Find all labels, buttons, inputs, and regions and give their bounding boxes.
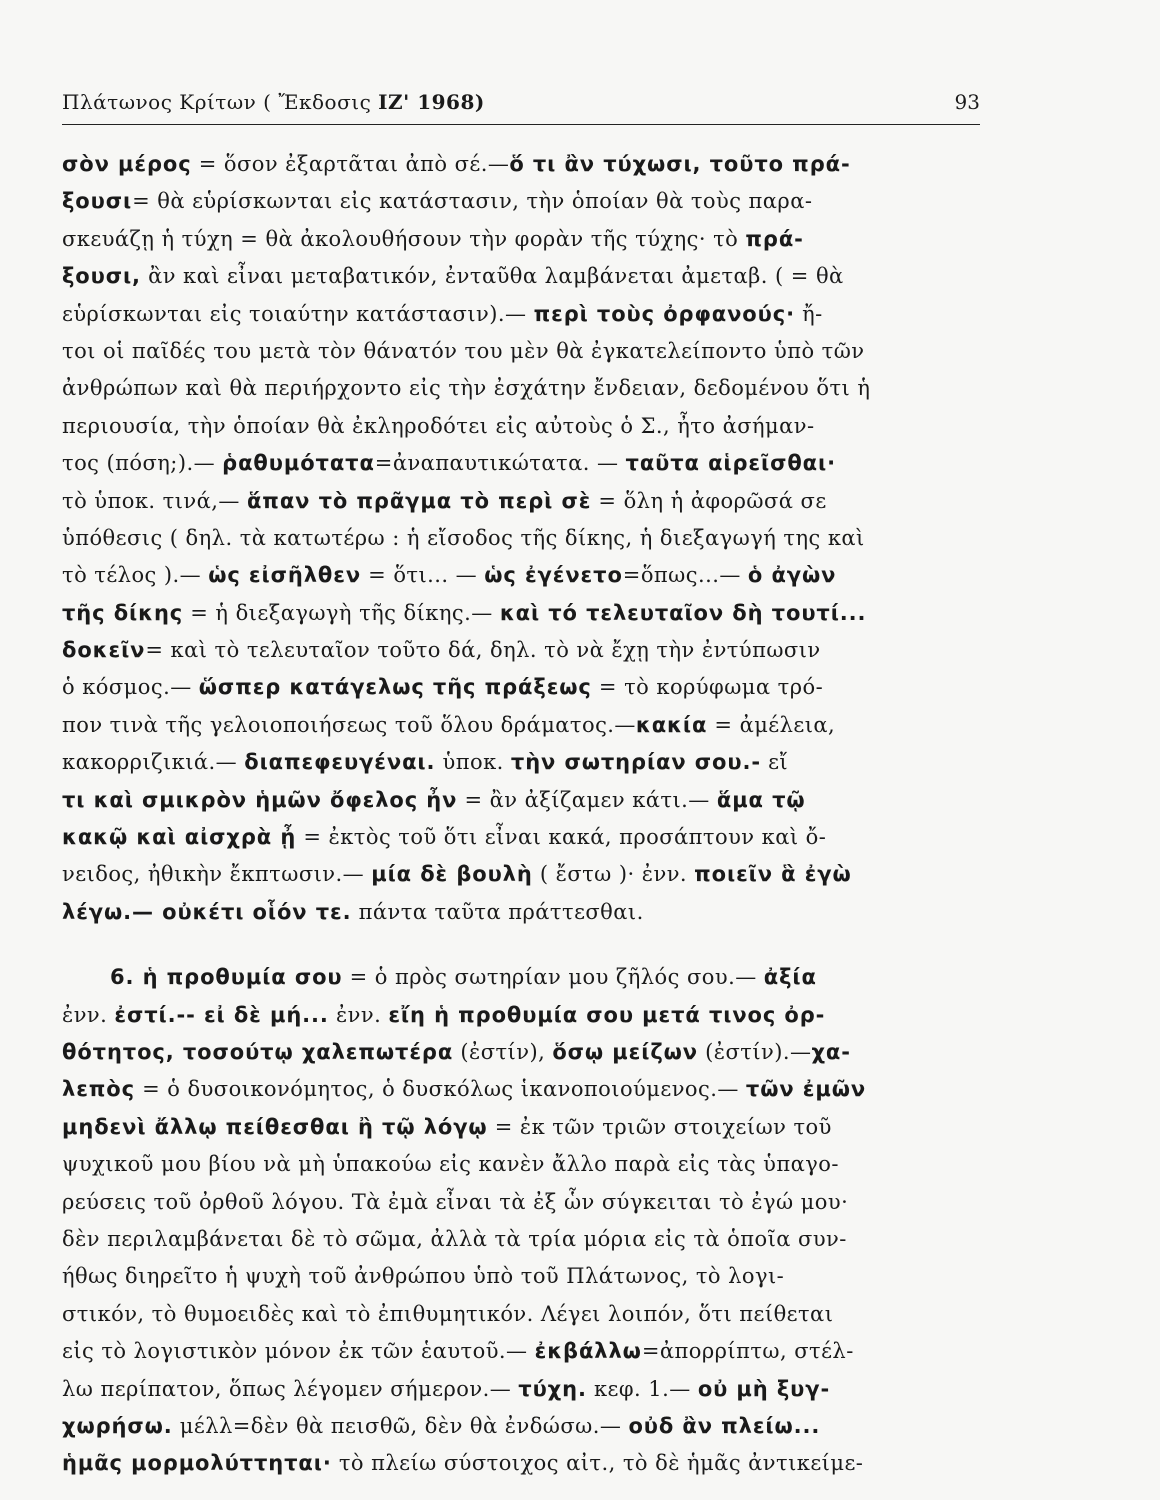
- lemma-bold: σὸν μέρος: [62, 152, 192, 176]
- lemma-bold: κακία: [635, 712, 708, 737]
- gloss-text: περιουσία, τὴν ὁποίαν θὰ ἐκληροδότει εἰς αὐτοὺς ὁ Σ., ἦτο ἀσήμαν-: [62, 413, 815, 438]
- text-line: [62, 1184, 988, 1221]
- lemma-bold: ὥσπερ κατάγελως τῆς πράξεως: [198, 675, 592, 700]
- lemma-bold: μηδενὶ ἄλλῳ πείθεσθαι ἢ τῷ λόγῳ: [62, 1114, 488, 1139]
- text-line: [62, 856, 988, 893]
- lemma-bold: οὐ μὴ ξυγ-: [697, 1376, 831, 1401]
- running-title-text: Πλάτωνος Κρίτων ( Ἔκδοσις: [62, 90, 379, 114]
- text-line: [62, 333, 988, 370]
- gloss-text: = θὰ εὑρίσκωνται εἰς κατάστασιν, τὴν ὁποίαν θὰ τοὺς παρα-: [132, 189, 813, 214]
- gloss-text: = καὶ τὸ τελευταῖον τοῦτο δά, δηλ. τὸ νὰ ἔχῃ τὴν ἐντύπωσιν: [145, 638, 821, 663]
- lemma-bold: τῶν ἐμῶν: [745, 1077, 867, 1102]
- text-line: [62, 632, 988, 669]
- gloss-text: εἰς τὸ λογιστικὸν μόνον ἐκ τῶν ἑαυτοῦ.—: [62, 1339, 535, 1364]
- text-line: [62, 819, 988, 856]
- gloss-text: σκευάζῃ ἡ τύχη = θὰ ἀκολουθήσουν τὴν φορὰν τῆς τύχης· τὸ: [62, 226, 746, 251]
- text-line: [62, 520, 988, 557]
- text-line: [62, 1371, 988, 1408]
- gloss-text: μέλλ=δὲν θὰ πεισθῶ, δὲν θὰ ἐνδώσω.—: [172, 1413, 629, 1438]
- lemma-bold: ὡς εἰσῆλθεν: [208, 563, 362, 588]
- lemma-bold: ἡμᾶς μορμολύττηται·: [62, 1451, 332, 1476]
- lemma-bold: κακῷ καὶ αἰσχρὰ ᾖ: [62, 825, 297, 850]
- gloss-text: = ἀμέλεια,: [707, 712, 836, 737]
- lemma-bold: τὴν σωτηρίαν σου.-: [510, 750, 761, 775]
- gloss-text: = ὁ πρὸς σωτηρίαν μου ζῆλός σου.—: [342, 965, 764, 990]
- gloss-text: ήθως διηρεῖτο ἡ ψυχὴ τοῦ ἀνθρώπου ὑπὸ τοῦ Πλάτωνος, τὸ λογι-: [62, 1264, 785, 1289]
- gloss-text: λω περίπατον, ὅπως λέγομεν σήμερον.—: [62, 1376, 519, 1401]
- lemma-bold: τι καὶ σμικρὸν ἡμῶν ὄφελος ἦν: [62, 787, 458, 812]
- running-head: [62, 84, 980, 125]
- text-line: [62, 1034, 988, 1071]
- gloss-text: τὸ ὑποκ. τινά,—: [62, 488, 247, 513]
- lemma-bold: ξουσι: [62, 189, 133, 214]
- gloss-text: = ἐκτὸς τοῦ ὅτι εἶναι κακά, προσάπτουν καὶ ὄ-: [296, 825, 827, 850]
- lemma-bold: ἅπαν τὸ πρᾶγμα τὸ περὶ σὲ: [246, 488, 592, 513]
- gloss-text: ὁ κόσμος.—: [62, 675, 199, 700]
- gloss-text: ψυχικοῦ μου βίου νὰ μὴ ὑπακούω εἰς κανὲν ἄλλο παρὰ εἰς τὰς ὑπαγο-: [62, 1152, 839, 1177]
- page-number: 93: [954, 90, 980, 114]
- gloss-text: (ἐστίν).—: [697, 1039, 812, 1064]
- lemma-bold: θότητος, τοσούτῳ χαλεπωτέρα: [62, 1039, 454, 1064]
- text-line: [62, 146, 988, 183]
- text-line: [62, 408, 988, 445]
- lemma-bold: πρά-: [745, 226, 804, 251]
- gloss-text: = ὅτι... —: [361, 563, 485, 588]
- text-line: [62, 782, 988, 819]
- lemma-bold: λεπὸς: [62, 1077, 135, 1102]
- gloss-text: ἐνν.: [328, 1002, 389, 1027]
- gloss-text: = ὁ δυσοικονόμητος, ὁ δυσκόλως ἱκανοποιούμενος.—: [134, 1077, 746, 1102]
- gloss-text: = ἂν ἀξίζαμεν κάτι.—: [457, 787, 717, 812]
- lemma-bold: εἴη ἡ προθυμία σου μετά τινος ὀρ-: [388, 1002, 826, 1027]
- lemma-bold: ὅσῳ μείζων: [552, 1039, 698, 1064]
- text-line: [62, 483, 988, 520]
- lemma-bold: λέγω.— οὐκέτι οἷόν τε.: [62, 899, 352, 924]
- lemma-bold: δοκεῖν: [62, 638, 146, 663]
- lemma-bold: χωρήσω.: [62, 1413, 173, 1438]
- lemma-bold: τύχη.: [518, 1376, 587, 1401]
- gloss-text: ἀνθρώπων καὶ θὰ περιήρχοντο εἰς τὴν ἐσχάτην ἔνδειαν, δεδομένου ὅτι ἡ: [62, 376, 871, 401]
- paragraph: [62, 146, 988, 931]
- gloss-text: ὑπόθεσις ( δηλ. τὰ κατωτέρω : ἡ εἴσοδος τῆς δίκης, ἡ διεξαγωγή της καὶ: [62, 525, 865, 550]
- gloss-text: ἂν καὶ εἶναι μεταβατικόν, ἐνταῦθα λαμβάνεται ἀμεταβ. ( = θὰ: [140, 264, 844, 289]
- lemma-bold: ὅ τι ἂν τύχωσι, τοῦτο πρά-: [509, 152, 851, 176]
- text-line: [62, 221, 988, 258]
- text-line: [62, 296, 988, 333]
- text-line: [62, 1146, 988, 1183]
- gloss-text: στικόν, τὸ θυμοειδὲς καὶ τὸ ἐπιθυμητικόν. Λέγει λοιπόν, ὅτι πείθεται: [62, 1301, 834, 1326]
- lemma-bold: ἀξία: [763, 965, 817, 990]
- text-line: [62, 445, 988, 482]
- gloss-text: = ὅλη ἡ ἀφορῶσά σε: [591, 488, 827, 513]
- gloss-text: ἐνν.: [62, 1002, 115, 1027]
- lemma-bold: ἐστί.-- εἰ δὲ μή...: [114, 1002, 329, 1027]
- text-line: [62, 1221, 988, 1258]
- gloss-text: = τὸ κορύφωμα τρό-: [591, 675, 824, 700]
- lemma-bold: ταῦτα αἱρεῖσθαι·: [625, 451, 836, 476]
- lemma-bold: καὶ τό τελευταῖον δὴ τουτί...: [499, 600, 867, 625]
- gloss-text: τὸ πλείω σύστοιχος αἰτ., τὸ δὲ ἡμᾶς ἀντικείμε-: [331, 1451, 864, 1476]
- text-line: [62, 1333, 988, 1370]
- gloss-text: =ἀπορρίπτω, στέλ-: [641, 1339, 854, 1364]
- gloss-text: = ἡ διεξαγωγὴ τῆς δίκης.—: [183, 600, 500, 625]
- running-title-edition: ΙΖ' 1968): [378, 90, 485, 114]
- gloss-text: = ὅσον ἐξαρτᾶται ἀπὸ σέ.—: [191, 152, 510, 176]
- gloss-text: κακορριζικιά.—: [62, 750, 245, 775]
- gloss-text: τὸ τέλος ).—: [62, 563, 209, 588]
- lemma-bold: οὐδ ἂν πλείω...: [628, 1413, 821, 1438]
- text-line: [62, 183, 988, 220]
- lemma-bold: ἅμα τῷ: [716, 787, 806, 812]
- lemma-bold: ὁ ἀγὼν: [747, 563, 837, 588]
- text-line: [62, 595, 988, 632]
- lemma-bold: χα-: [811, 1039, 851, 1064]
- gloss-text: ρεύσεις τοῦ ὀρθοῦ λόγου. Τὰ ἐμὰ εἶναι τὰ ἐξ ὧν σύγκειται τὸ ἐγώ μου·: [62, 1189, 849, 1214]
- text-line: [62, 959, 988, 996]
- text-line: [62, 1071, 988, 1108]
- gloss-text: ὑποκ.: [435, 750, 511, 775]
- gloss-text: (ἐστίν),: [453, 1039, 553, 1064]
- commentary-text: [62, 146, 988, 1483]
- text-line: [62, 1445, 988, 1482]
- lemma-bold: ὡς ἐγένετο: [484, 563, 623, 588]
- gloss-text: πάντα ταῦτα πράττεσθαι.: [351, 899, 644, 924]
- running-title: [62, 90, 485, 114]
- text-line: [62, 258, 988, 295]
- gloss-text: = ἐκ τῶν τριῶν στοιχείων τοῦ: [487, 1114, 832, 1139]
- text-line: [62, 1258, 988, 1295]
- lemma-bold: διαπεφευγέναι.: [244, 750, 436, 775]
- gloss-text: =ὅπως...—: [622, 563, 748, 588]
- lemma-bold: ἐκβάλλω: [534, 1339, 642, 1364]
- text-line: [62, 1296, 988, 1333]
- lemma-bold: ποιεῖν ἃ ἐγὼ: [694, 862, 852, 887]
- lemma-bold: τῆς δίκης: [62, 600, 184, 625]
- gloss-text: εὑρίσκωνται εἰς τοιαύτην κατάστασιν).—: [62, 301, 534, 326]
- text-line: [62, 744, 988, 781]
- lemma-bold: ξουσι,: [62, 264, 141, 289]
- paragraph: [62, 959, 988, 1482]
- text-line: [62, 557, 988, 594]
- gloss-text: νειδος, ἠθικὴν ἔκπτωσιν.—: [62, 862, 372, 887]
- lemma-bold: ῥαθυμότατα: [222, 451, 375, 476]
- text-line: [62, 370, 988, 407]
- gloss-text: δὲν περιλαμβάνεται δὲ τὸ σῶμα, ἀλλὰ τὰ τρία μόρια εἰς τὰ ὁποῖα συν-: [62, 1226, 847, 1251]
- gloss-text: πον τινὰ τῆς γελοιοποιήσεως τοῦ ὅλου δράματος.—: [62, 712, 636, 737]
- text-line: [62, 1109, 988, 1146]
- text-line: [62, 997, 988, 1034]
- lemma-bold: περὶ τοὺς ὀρφανούς·: [533, 301, 795, 326]
- text-line: [62, 1408, 988, 1445]
- gloss-text: εἴ: [760, 750, 789, 775]
- lemma-bold: 6. ἡ προθυμία σου: [110, 965, 343, 990]
- lemma-bold: μία δὲ βουλὴ: [371, 862, 533, 887]
- gloss-text: =ἀναπαυτικώτατα. —: [374, 451, 626, 476]
- text-line: [62, 707, 988, 744]
- gloss-text: ( ἔστω )· ἐνν.: [532, 862, 695, 887]
- text-line: [62, 669, 988, 706]
- gloss-text: τος (πόση;).—: [62, 451, 223, 476]
- gloss-text: τοι οἱ παῖδές του μετὰ τὸν θάνατόν του μὲν θὰ ἐγκατελείποντο ὑπὸ τῶν: [62, 338, 865, 363]
- text-line: [62, 894, 988, 931]
- gloss-text: κεφ. 1.—: [586, 1376, 698, 1401]
- gloss-text: ἤ-: [794, 301, 823, 326]
